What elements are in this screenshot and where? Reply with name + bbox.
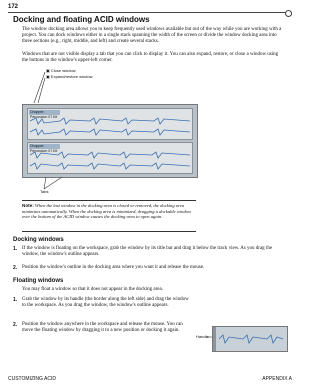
waveform-2 [30, 128, 190, 136]
header-rule-end [285, 10, 292, 17]
docked-window-top [27, 108, 193, 140]
tabs-leader-lines [40, 176, 70, 190]
note-label: Note: [22, 203, 34, 208]
intro-paragraph-1: The window docking area allows you to keep frequently used windows available but out of the way while you are working with a project. You can dock windows either in a single stack spanning the width of the screen or divide the window docking area into three sections (e.g., right, middle, and left) and create several stacks. [22, 27, 282, 45]
close-icon: ▣ [46, 68, 50, 73]
docked-window-bottom [27, 142, 193, 174]
floating-intro: You may float a window so that it does not appear in the docking area. [22, 287, 163, 292]
window-handle [213, 327, 216, 351]
docking-step-2: 2. Position the window's outline in the docking area where you want it and release the mouse. [13, 265, 205, 271]
docking-area-figure [22, 104, 198, 178]
footer-left: CUSTOMIZING ACID [8, 376, 56, 382]
floating-heading: Floating windows [13, 278, 64, 284]
tabs-callout: Tabs [40, 189, 49, 194]
floating-step-1: 1. Grab the window by its handle (the border along the left side) and drag the window to the workspace. As you drag the window, the window's outline appears. [13, 297, 189, 309]
footer-right: APPENDIX A [262, 376, 292, 382]
floating-step-2: 2. Position the window anywhere in the workspace and release the mouse. You can move the floating window by dragging it to a new position or docking it again. [13, 322, 183, 334]
callout-close-window: ▣ Close window [46, 68, 76, 73]
page-number: 172 [8, 4, 19, 10]
floating-step-2-number: 2. [13, 322, 18, 328]
note-rule-bottom [22, 231, 196, 232]
waveform-4 [30, 162, 190, 170]
intro-paragraph-2: Windows that are not visible display a tab that you can click to display it. You can also expand, restore, or close a window using the buttons in the window's upper-left corner. [22, 52, 279, 64]
window-title-top: Chopper: Percussion 07.Kit [29, 110, 60, 115]
handle-callout: Handle [196, 334, 209, 339]
note [22, 203, 194, 220]
header-rule [8, 12, 292, 13]
note-text: When the last window in the docking area is closed or removed, the docking area minimizes automatically. When the docking area is minimized, dragging a dockable window over the bottom of the ACID window causes the docking area to open again. [22, 203, 192, 220]
waveform-3 [30, 151, 190, 159]
floating-step-1-number: 1. [13, 297, 18, 303]
waveform-1 [30, 117, 190, 125]
docking-step-1-number: 1. [13, 246, 18, 252]
note-rule-top [22, 200, 196, 201]
page-title: Docking and floating ACID windows [13, 15, 150, 24]
docking-heading: Docking windows [13, 237, 64, 243]
floating-waveform [219, 334, 283, 344]
callout-expand-window: ▣ Expand/restore window [46, 74, 93, 79]
window-title-bottom: Chopper: Percussion 07.Kit [29, 144, 60, 149]
floating-window-figure [212, 326, 288, 352]
docking-step-2-number: 2. [13, 265, 18, 271]
docking-step-1: 1. If the window is floating on the workspace, grab the window by its title bar and drag it below the track view. As you drag the window, the window's outline appears. [13, 246, 273, 258]
expand-icon: ▣ [46, 74, 50, 79]
